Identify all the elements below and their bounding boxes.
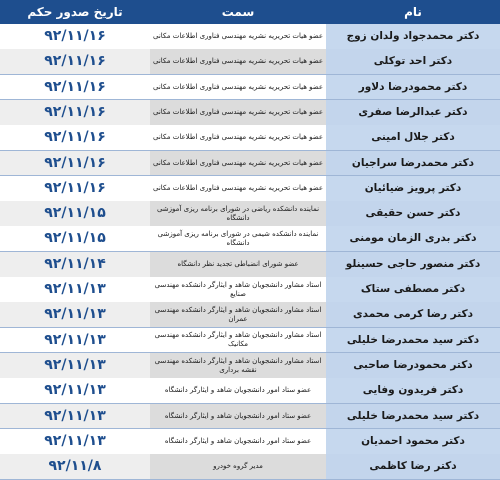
person-name: دکتر مصطفی ستاک [326,277,500,302]
header-role: سمت [221,5,255,19]
person-name: دکتر محمود احمدیان [326,429,500,454]
position-title [150,176,326,201]
person-name: دکتر محمدجواد ولدان زوج [326,24,500,49]
position-text: عضو هیات تحریریه نشریه مهندسی فناوری اطلاعات مکانی [153,133,323,142]
decree-date: ۹۲/۱۱/۱۶ [0,100,150,125]
person-name: دکتر سید محمدرضا خلیلی [326,404,500,429]
decree-date: ۹۲/۱۱/۱۳ [0,328,150,353]
position-text: عضو ستاد امور دانشجویان شاهد و ایثارگر دانشگاه [164,411,312,420]
person-name: دکتر عبدالرضا صفری [326,100,500,125]
position-text: عضو هیات تحریریه نشریه مهندسی فناوری اطلاعات مکانی [153,57,323,66]
position-title [150,454,326,479]
table-row [0,226,500,251]
person-name: دکتر بدری الزمان مومنی [326,226,500,251]
table-row [0,302,500,327]
table-row [0,151,500,176]
position-text: عضو هیات تحریریه نشریه مهندسی فناوری اطلاعات مکانی [153,108,323,117]
decree-date: ۹۲/۱۱/۱۳ [0,378,150,403]
table-header [0,0,500,24]
position-title [150,404,326,429]
decree-date: ۹۲/۱۱/۱۳ [0,302,150,327]
position-text: عضو شورای انضباطی تجدید نظر دانشگاه [177,259,299,268]
person-name: دکتر محمودرضا صاحبی [326,353,500,378]
person-name: دکتر فریدون وفایی [326,378,500,403]
position-text: نماینده دانشکده شیمی در شورای برنامه ریزی آموزشی دانشگاه [157,230,319,248]
table-row [0,75,500,100]
decree-date: ۹۲/۱۱/۱۵ [0,226,150,251]
position-text: عضو هیات تحریریه نشریه مهندسی فناوری اطلاعات مکانی [153,82,323,91]
decree-date: ۹۲/۱۱/۱۳ [0,353,150,378]
position-text: استاد مشاور دانشجویان شاهد و ایثارگر دانشکده مهندسی صنایع [154,280,322,298]
person-name: دکتر احد توکلی [326,49,500,74]
decree-date: ۹۲/۱۱/۱۴ [0,252,150,277]
person-name: دکتر حسن حقیقی [326,201,500,226]
position-text: عضو ستاد امور دانشجویان شاهد و ایثارگر دانشگاه [164,436,312,445]
decree-date: ۹۲/۱۱/۱۳ [0,404,150,429]
position-title [150,378,326,403]
position-title [150,75,326,100]
position-text: عضو هیات تحریریه نشریه مهندسی فناوری اطلاعات مکانی [153,158,323,167]
decree-date: ۹۲/۱۱/۱۵ [0,201,150,226]
position-text: استاد مشاور دانشجویان شاهد و ایثارگر دانشکده مهندسی عمران [154,305,322,323]
position-title [150,226,326,251]
position-text: استاد مشاور دانشجویان شاهد و ایثارگر دانشکده مهندسی نقشه برداری [154,356,322,374]
table-row [0,24,500,49]
position-title [150,24,326,49]
table-row [0,201,500,226]
person-name: دکتر رضا کرمی محمدی [326,302,500,327]
decree-date: ۹۲/۱۱/۱۶ [0,151,150,176]
position-title [150,353,326,378]
table-row [0,378,500,403]
position-title [150,151,326,176]
header-name: نام [404,5,422,19]
position-title [150,49,326,74]
table-row [0,429,500,454]
table-row [0,100,500,125]
table-body [0,24,500,480]
table-row [0,328,500,353]
person-name: دکتر منصور حاجی حسینلو [326,252,500,277]
decree-date: ۹۲/۱۱/۱۶ [0,125,150,150]
table-row [0,277,500,302]
decree-date: ۹۲/۱۱/۱۶ [0,75,150,100]
position-title [150,328,326,353]
position-title [150,302,326,327]
person-name: دکتر محمدرضا سراجیان [326,151,500,176]
person-name: دکتر رضا کاظمی [326,454,500,479]
position-text: عضو ستاد امور دانشجویان شاهد و ایثارگر دانشگاه [164,386,312,395]
position-title [150,429,326,454]
position-title [150,277,326,302]
position-title [150,125,326,150]
table-row [0,353,500,378]
person-name: دکتر پرویز ضیائیان [326,176,500,201]
person-name: دکتر جلال امینی [326,125,500,150]
position-title [150,201,326,226]
table-row [0,454,500,479]
decree-date: ۹۲/۱۱/۱۳ [0,277,150,302]
position-text: مدیر گروه خودرو [213,462,263,471]
table-row [0,125,500,150]
position-text: نماینده دانشکده ریاضی در شورای برنامه ریزی آموزشی دانشگاه [156,204,320,222]
decree-date: ۹۲/۱۱/۱۶ [0,176,150,201]
person-name: دکتر سید محمدرضا خلیلی [326,328,500,353]
decree-date: ۹۲/۱۱/۸ [0,454,150,479]
position-text: استاد مشاور دانشجویان شاهد و ایثارگر دانشکده مهندسی مکانیک [154,331,322,349]
table-row [0,404,500,429]
decree-date: ۹۲/۱۱/۱۳ [0,429,150,454]
position-text: عضو هیات تحریریه نشریه مهندسی فناوری اطلاعات مکانی [153,183,323,192]
position-text: عضو هیات تحریریه نشریه مهندسی فناوری اطلاعات مکانی [153,32,323,41]
table-row [0,49,500,74]
header-date: تاریخ صدور حکم [27,5,123,19]
position-title [150,100,326,125]
position-title [150,252,326,277]
decree-date: ۹۲/۱۱/۱۶ [0,24,150,49]
table-row [0,252,500,277]
table-row [0,176,500,201]
decree-date: ۹۲/۱۱/۱۶ [0,49,150,74]
person-name: دکتر محمودرضا دلاور [326,75,500,100]
